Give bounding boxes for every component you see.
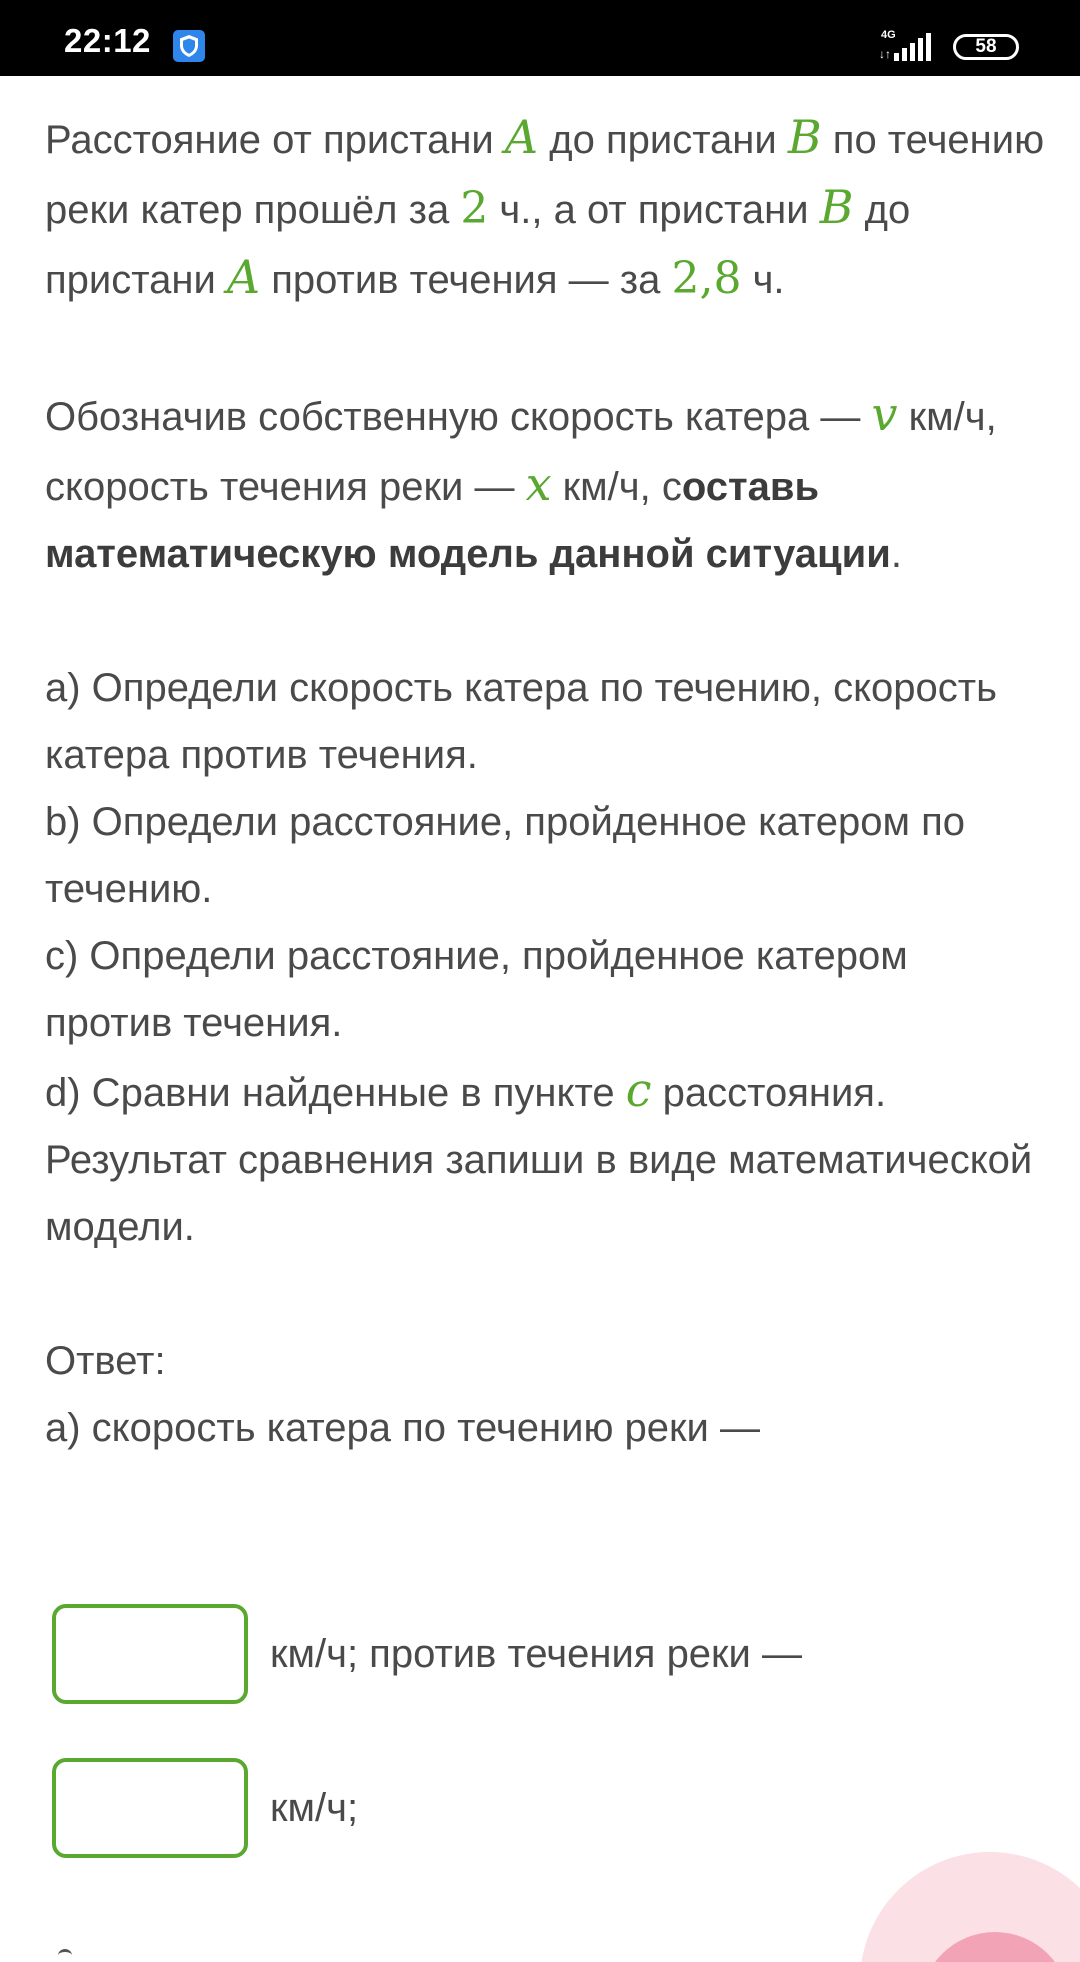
network-arrows-icon: ↓↑ xyxy=(879,47,891,61)
text: . xyxy=(890,532,902,576)
status-bar xyxy=(0,0,1080,76)
cutoff-text-fragment xyxy=(58,1949,72,1962)
shield-icon xyxy=(173,30,205,62)
text: ч. xyxy=(741,258,785,302)
signal-icon xyxy=(890,33,934,61)
task-a: a) Определи скорость катера по течению, скорость катера против течения. xyxy=(45,666,997,777)
math-point-b: B xyxy=(819,180,854,234)
answer-input-downstream-speed[interactable] xyxy=(52,1604,248,1704)
math-var-x: x xyxy=(525,457,552,511)
answer-suffix-2: км/ч; xyxy=(270,1785,359,1830)
status-time: 22:12 xyxy=(64,22,151,59)
answer-row-upstream xyxy=(52,1756,358,1860)
math-number-time-upstream: 2,8 xyxy=(671,253,742,304)
task-d xyxy=(45,1057,1045,1261)
network-type-label: 4G xyxy=(881,29,896,41)
math-var-c: c xyxy=(625,1063,652,1117)
problem-paragraph-2 xyxy=(45,381,1045,588)
answer-suffix-1: км/ч; против течения реки — xyxy=(270,1631,803,1676)
text: Обозначив собственную скорость катера — xyxy=(45,395,872,439)
text: ч., а от пристани xyxy=(488,188,820,232)
answer-heading: Ответ: xyxy=(45,1339,166,1383)
text: до пристани xyxy=(45,188,911,302)
battery-icon: 58 xyxy=(953,34,1019,60)
math-point-a: A xyxy=(504,110,539,164)
text: км/ч, с xyxy=(551,465,682,509)
math-point-b: B xyxy=(787,110,822,164)
task-emphasis: оставь математическую модель данной ситуации xyxy=(45,465,891,576)
problem-paragraph-1 xyxy=(45,104,1045,314)
answer-line-a: a) скорость катера по течению реки — xyxy=(45,1406,760,1450)
text: d) Сравни найденные в пункте xyxy=(45,1071,626,1115)
text: расстояния. Результат сравнения запиши в виде математической модели. xyxy=(45,1071,1033,1249)
answer-row-downstream xyxy=(52,1602,802,1706)
problem-content xyxy=(45,104,1045,1462)
answer-input-upstream-speed[interactable] xyxy=(52,1758,248,1858)
text: км/ч, скорость течения реки — xyxy=(45,395,997,509)
task-b: b) Определи расстояние, пройденное катером по течению. xyxy=(45,800,966,911)
math-var-v: v xyxy=(871,387,898,441)
text: против течения — за xyxy=(260,258,672,302)
math-point-a: A xyxy=(226,250,261,304)
math-number-time-downstream: 2 xyxy=(460,183,489,234)
task-c: c) Определи расстояние, пройденное катером против течения. xyxy=(45,934,908,1045)
text: до пристани xyxy=(538,118,788,162)
text: по течению реки катер прошёл за xyxy=(45,118,1045,232)
text: Расстояние от пристани xyxy=(45,118,505,162)
